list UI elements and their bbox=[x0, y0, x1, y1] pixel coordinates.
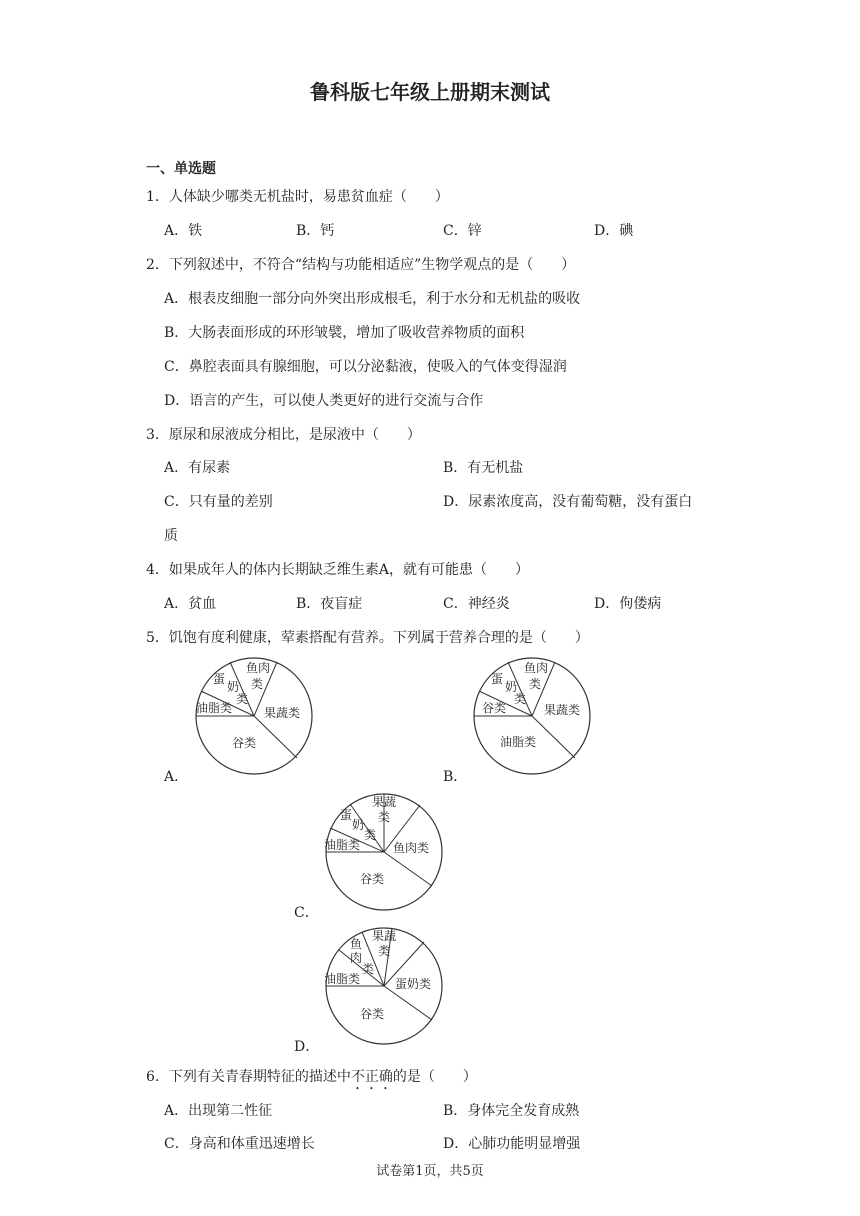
pie-d-label: 蛋奶类 bbox=[395, 977, 432, 991]
pie-a-label: 油脂类 bbox=[196, 701, 233, 715]
q2-option-b[interactable]: B．大肠表面形成的环形皱襞，增加了吸收营养物质的面积 bbox=[164, 325, 525, 341]
pie-b-label: 油脂类 bbox=[500, 735, 537, 749]
pie-a-label: 蛋 bbox=[213, 672, 226, 686]
pie-a-label: 类 bbox=[236, 692, 249, 706]
q5-option-b[interactable]: B． bbox=[443, 769, 468, 785]
question-2-stem: 2．下列叙述中，不符合“结构与功能相适应”生物学观点的是（ ） bbox=[146, 257, 576, 273]
pie-c-label: 果蔬 bbox=[372, 795, 397, 809]
q6-emphasis: 不正确 bbox=[350, 1069, 393, 1085]
pie-a-label: 果蔬类 bbox=[264, 706, 301, 720]
pie-chart-b bbox=[472, 656, 592, 780]
question-3-stem: 3．原尿和尿液成分相比，是尿液中（ ） bbox=[146, 427, 421, 443]
q4-option-c[interactable]: C．神经炎 bbox=[443, 596, 510, 612]
pie-a-label: 鱼肉 bbox=[246, 661, 271, 675]
q1-option-d[interactable]: D．碘 bbox=[594, 223, 634, 239]
pie-b-label: 谷类 bbox=[482, 701, 507, 715]
pie-a-label: 类 bbox=[251, 677, 264, 691]
page-footer: 试卷第1页，共5页 bbox=[376, 1164, 484, 1179]
pie-d-label: 谷类 bbox=[360, 1007, 385, 1021]
q5-option-a[interactable]: A． bbox=[164, 769, 189, 785]
pie-c-label: 油脂类 bbox=[324, 838, 361, 852]
question-1-stem: 1．人体缺少哪类无机盐时，易患贫血症（ ） bbox=[146, 189, 449, 205]
q2-option-d[interactable]: D．语言的产生，可以使人类更好的进行交流与合作 bbox=[164, 393, 484, 409]
pie-b-label: 类 bbox=[514, 692, 527, 706]
q2-option-a[interactable]: A．根表皮细胞一部分向外突出形成根毛，利于水分和无机盐的吸收 bbox=[164, 291, 581, 307]
section-heading: 一、单选题 bbox=[146, 161, 216, 177]
pie-d-label: 肉 bbox=[350, 951, 363, 965]
pie-c-label: 谷类 bbox=[360, 872, 385, 886]
pie-c-label: 蛋 bbox=[340, 808, 353, 822]
pie-d-label: 油脂类 bbox=[324, 972, 361, 986]
page-title: 鲁科版七年级上册期末测试 bbox=[310, 80, 550, 104]
pie-c-label: 鱼肉类 bbox=[393, 841, 430, 855]
q1-option-c[interactable]: C．锌 bbox=[443, 223, 482, 239]
q6-option-b[interactable]: B．身体完全发育成熟 bbox=[443, 1103, 580, 1119]
q5-option-d[interactable]: D． bbox=[294, 1039, 320, 1055]
q6-option-c[interactable]: C．身高和体重迅速增长 bbox=[164, 1136, 315, 1152]
pie-chart-c bbox=[322, 792, 446, 916]
pie-chart-a bbox=[194, 656, 314, 780]
pie-d-label: 果蔬 bbox=[372, 929, 397, 943]
pie-chart-d bbox=[322, 926, 446, 1050]
q1-option-a[interactable]: A．铁 bbox=[164, 223, 203, 239]
q6-option-a[interactable]: A．出现第二性征 bbox=[164, 1103, 273, 1119]
q4-option-d[interactable]: D．佝偻病 bbox=[594, 596, 662, 612]
q4-option-a[interactable]: A．贫血 bbox=[164, 596, 217, 612]
q3-option-b[interactable]: B．有无机盐 bbox=[443, 460, 524, 476]
pie-b-label: 类 bbox=[529, 677, 542, 691]
pie-c-label: 奶 bbox=[352, 818, 365, 832]
question-4-stem: 4．如果成年人的体内长期缺乏维生素A，就有可能患（ ） bbox=[146, 562, 530, 578]
q3-option-d[interactable]: D．尿素浓度高，没有葡萄糖，没有蛋白 bbox=[443, 494, 693, 510]
q4-option-b[interactable]: B．夜盲症 bbox=[296, 596, 363, 612]
pie-b-label: 蛋 bbox=[491, 672, 504, 686]
q3-option-c[interactable]: C．只有量的差别 bbox=[164, 494, 273, 510]
pie-c-label: 类 bbox=[364, 828, 377, 842]
q1-option-b[interactable]: B．钙 bbox=[296, 223, 335, 239]
q3-option-a[interactable]: A．有尿素 bbox=[164, 460, 231, 476]
question-6-stem bbox=[146, 1066, 477, 1093]
q2-option-c[interactable]: C．鼻腔表面具有腺细胞，可以分泌黏液，使吸入的气体变得湿润 bbox=[164, 359, 567, 375]
pie-b-label: 果蔬类 bbox=[544, 703, 581, 717]
q6-option-d[interactable]: D．心肺功能明显增强 bbox=[443, 1136, 581, 1152]
q6-stem-end: 的是（ ） bbox=[392, 1069, 477, 1085]
q5-option-c[interactable]: C． bbox=[294, 905, 319, 921]
pie-c-label: 类 bbox=[378, 810, 391, 824]
pie-a-label: 谷类 bbox=[232, 736, 257, 750]
pie-b-label: 鱼肉 bbox=[524, 661, 549, 675]
pie-a-label: 奶 bbox=[227, 680, 240, 694]
pie-b-label: 奶 bbox=[505, 680, 518, 694]
pie-d-label: 鱼 bbox=[350, 937, 363, 951]
pie-d-label: 类 bbox=[378, 944, 391, 958]
pie-d-label: 类 bbox=[362, 962, 375, 976]
q6-stem-start: 6．下列有关青春期特征的描述中 bbox=[146, 1069, 351, 1085]
question-5-stem: 5．饥饱有度利健康，荤素搭配有营养。下列属于营养合理的是（ ） bbox=[146, 630, 589, 646]
q3-option-d-wrap: 质 bbox=[164, 528, 178, 544]
